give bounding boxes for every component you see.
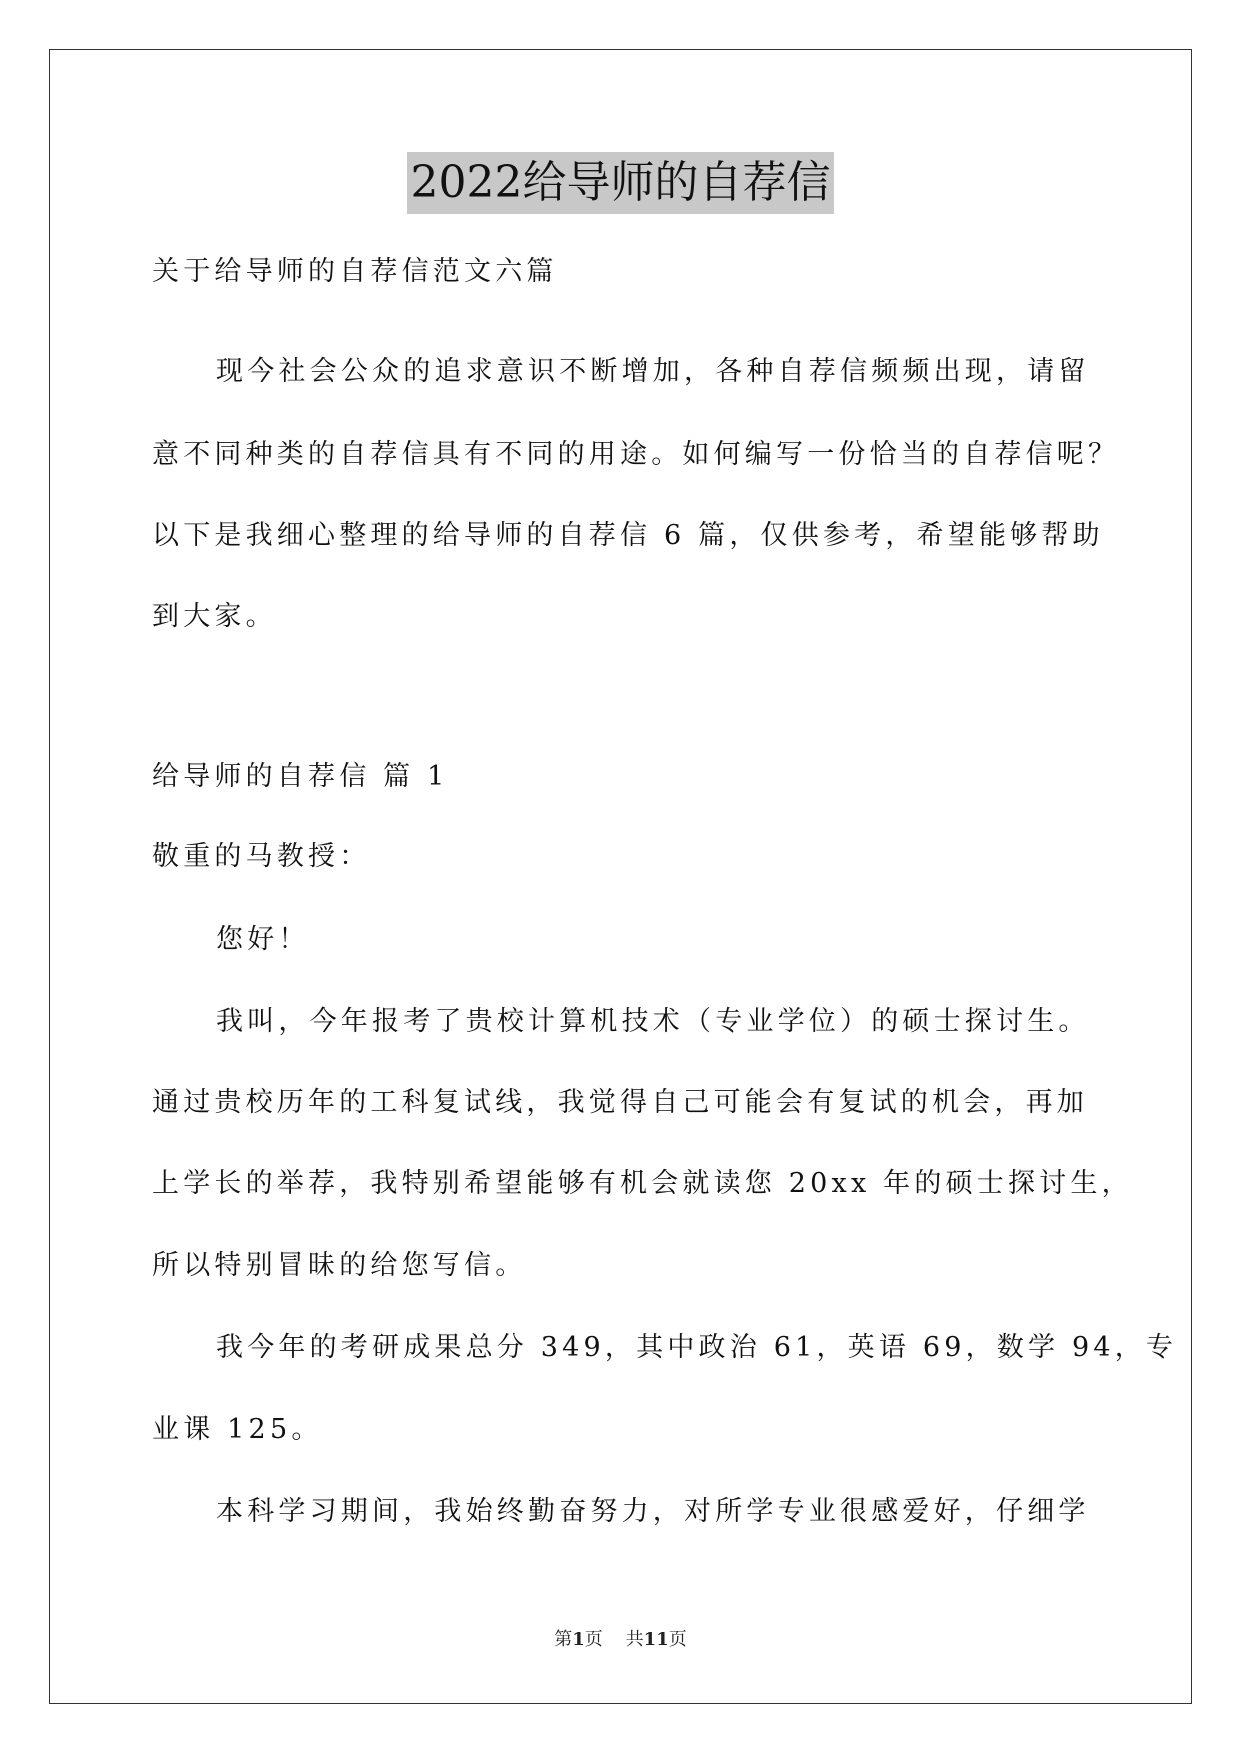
text-line: 我叫，今年报考了贵校计算机技术（专业学位）的硕士探讨生。 <box>216 1006 1090 1037</box>
text-line: 本科学习期间，我始终勤奋努力，对所学专业很感爱好，仔细学 <box>216 1496 1090 1527</box>
document-title: 2022给导师的自荐信 <box>407 152 835 214</box>
text-line: 通过贵校历年的工科复试线，我觉得自己可能会有复试的机会，再加 <box>152 1087 1088 1118</box>
text-line: 意不同种类的自荐信具有不同的用途。如何编写一份恰当的自荐信呢？ <box>152 439 1120 470</box>
footer-total-prefix: 共 <box>625 1629 644 1650</box>
section-heading: 给导师的自荐信 篇 1 <box>152 761 449 792</box>
text-line: 业课 125。 <box>152 1414 323 1445</box>
text-line: 所以特别冒昧的给您写信。 <box>152 1250 527 1281</box>
title-container <box>0 152 1241 214</box>
footer-total-suffix: 页 <box>668 1629 687 1650</box>
greeting: 您好！ <box>216 924 310 955</box>
text-line: 上学长的举荐，我特别希望能够有机会就读您 20xx 年的硕士探讨生， <box>152 1168 1133 1199</box>
footer-page-number: 1 <box>572 1629 585 1650</box>
page-footer <box>0 1628 1241 1652</box>
text-line: 现今社会公众的追求意识不断增加，各种自荐信频频出现，请留 <box>216 356 1090 387</box>
text-line: 我今年的考研成果总分 349，其中政治 61，英语 69，数学 94，专 <box>216 1332 1178 1363</box>
footer-page-suffix: 页 <box>584 1629 603 1650</box>
footer-total-number: 11 <box>643 1629 669 1650</box>
footer-page-prefix: 第 <box>554 1629 573 1650</box>
text-line-intro-heading: 关于给导师的自荐信范文六篇 <box>152 256 558 287</box>
text-line: 到大家。 <box>152 601 277 632</box>
text-line: 以下是我细心整理的给导师的自荐信 6 篇，仅供参考，希望能够帮助 <box>152 520 1104 551</box>
salutation: 敬重的马教授： <box>152 841 371 872</box>
